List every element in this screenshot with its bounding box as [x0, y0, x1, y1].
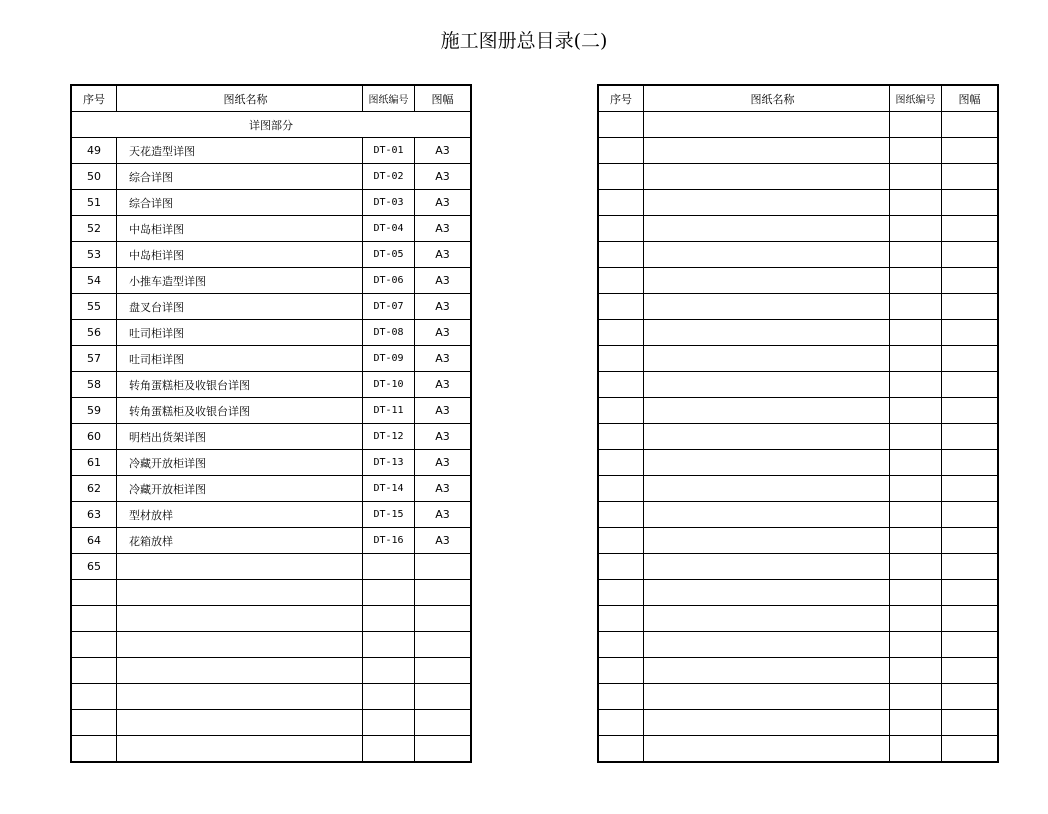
- table-row: [598, 606, 998, 632]
- empty-cell: [942, 424, 999, 450]
- table-row: [598, 658, 998, 684]
- empty-cell: [890, 710, 942, 736]
- empty-cell: [890, 320, 942, 346]
- table-row: [71, 606, 471, 632]
- empty-cell: [942, 476, 999, 502]
- empty-cell: [942, 190, 999, 216]
- empty-cell: [942, 216, 999, 242]
- empty-cell: [644, 658, 890, 684]
- size-cell: A3: [415, 164, 472, 190]
- header-code: 图纸编号: [363, 85, 415, 112]
- code-cell: [363, 710, 415, 736]
- seq-cell: 61: [71, 450, 117, 476]
- empty-cell: [942, 554, 999, 580]
- seq-cell: 51: [71, 190, 117, 216]
- table-row: [598, 528, 998, 554]
- table-row: [598, 450, 998, 476]
- empty-cell: [644, 190, 890, 216]
- empty-cell: [942, 242, 999, 268]
- empty-cell: [598, 554, 644, 580]
- empty-cell: [942, 164, 999, 190]
- table-row: [71, 710, 471, 736]
- code-cell: DT-16: [363, 528, 415, 554]
- seq-cell: 57: [71, 346, 117, 372]
- empty-cell: [942, 294, 999, 320]
- code-cell: [363, 554, 415, 580]
- name-cell: 小推车造型详图: [117, 268, 363, 294]
- table-row: [71, 554, 471, 580]
- table-row: [598, 710, 998, 736]
- code-cell: DT-09: [363, 346, 415, 372]
- empty-cell: [942, 502, 999, 528]
- table-row: [71, 528, 471, 554]
- empty-cell: [890, 268, 942, 294]
- table-row: [598, 216, 998, 242]
- table-row: [598, 398, 998, 424]
- code-cell: [363, 736, 415, 763]
- table-row: [598, 268, 998, 294]
- empty-cell: [598, 346, 644, 372]
- table-row: [71, 424, 471, 450]
- table-row: [71, 632, 471, 658]
- empty-cell: [890, 476, 942, 502]
- directory-table-right: [597, 84, 999, 763]
- empty-cell: [598, 138, 644, 164]
- empty-cell: [598, 606, 644, 632]
- table-row: [71, 450, 471, 476]
- size-cell: A3: [415, 242, 472, 268]
- empty-cell: [890, 528, 942, 554]
- empty-cell: [598, 632, 644, 658]
- table-row: [598, 112, 998, 138]
- code-cell: DT-05: [363, 242, 415, 268]
- empty-cell: [598, 242, 644, 268]
- size-cell: A3: [415, 138, 472, 164]
- table-row: [71, 294, 471, 320]
- name-cell: 盘叉台详图: [117, 294, 363, 320]
- table-row: [71, 684, 471, 710]
- seq-cell: 55: [71, 294, 117, 320]
- table-row: [71, 346, 471, 372]
- empty-cell: [942, 138, 999, 164]
- size-cell: [415, 736, 472, 763]
- table-row: [598, 502, 998, 528]
- empty-cell: [942, 528, 999, 554]
- empty-cell: [644, 138, 890, 164]
- empty-cell: [598, 216, 644, 242]
- name-cell: [117, 632, 363, 658]
- empty-cell: [890, 216, 942, 242]
- empty-cell: [942, 580, 999, 606]
- code-cell: DT-02: [363, 164, 415, 190]
- name-cell: 综合详图: [117, 190, 363, 216]
- empty-cell: [890, 242, 942, 268]
- header-row: [598, 85, 998, 112]
- seq-cell: [71, 658, 117, 684]
- size-cell: A3: [415, 476, 472, 502]
- empty-cell: [644, 502, 890, 528]
- code-cell: DT-13: [363, 450, 415, 476]
- size-cell: A3: [415, 398, 472, 424]
- table-row: [71, 138, 471, 164]
- table-row: [598, 554, 998, 580]
- size-cell: [415, 658, 472, 684]
- empty-cell: [644, 242, 890, 268]
- code-cell: DT-04: [363, 216, 415, 242]
- name-cell: 吐司柜详图: [117, 346, 363, 372]
- size-cell: A3: [415, 372, 472, 398]
- empty-cell: [644, 346, 890, 372]
- seq-cell: [71, 580, 117, 606]
- size-cell: [415, 684, 472, 710]
- empty-cell: [644, 268, 890, 294]
- empty-cell: [890, 658, 942, 684]
- code-cell: [363, 632, 415, 658]
- table-row: [598, 190, 998, 216]
- name-cell: 型材放样: [117, 502, 363, 528]
- empty-cell: [890, 294, 942, 320]
- empty-cell: [598, 190, 644, 216]
- empty-cell: [598, 320, 644, 346]
- empty-cell: [598, 658, 644, 684]
- empty-cell: [598, 476, 644, 502]
- name-cell: 天花造型详图: [117, 138, 363, 164]
- header-row: [71, 85, 471, 112]
- table-row: [71, 502, 471, 528]
- empty-cell: [644, 606, 890, 632]
- size-cell: A3: [415, 502, 472, 528]
- page-title: 施工图册总目录(二): [440, 30, 608, 52]
- seq-cell: [71, 632, 117, 658]
- name-cell: [117, 684, 363, 710]
- table-row: [598, 242, 998, 268]
- seq-cell: [71, 684, 117, 710]
- empty-cell: [644, 476, 890, 502]
- table-row: [598, 320, 998, 346]
- size-cell: A3: [415, 424, 472, 450]
- size-cell: A3: [415, 528, 472, 554]
- empty-cell: [644, 372, 890, 398]
- empty-cell: [890, 164, 942, 190]
- table-row: [71, 164, 471, 190]
- header-size: 图幅: [942, 85, 999, 112]
- empty-cell: [644, 112, 890, 138]
- name-cell: 花箱放样: [117, 528, 363, 554]
- empty-cell: [942, 320, 999, 346]
- section-label: 详图部分: [71, 112, 471, 138]
- table-row: [598, 476, 998, 502]
- table-row: [71, 476, 471, 502]
- empty-cell: [890, 112, 942, 138]
- table-row: [71, 398, 471, 424]
- size-cell: [415, 606, 472, 632]
- size-cell: [415, 632, 472, 658]
- empty-cell: [890, 372, 942, 398]
- code-cell: [363, 658, 415, 684]
- empty-cell: [598, 580, 644, 606]
- table-row: [598, 346, 998, 372]
- table-row: [71, 268, 471, 294]
- seq-cell: 62: [71, 476, 117, 502]
- empty-cell: [598, 684, 644, 710]
- empty-cell: [942, 684, 999, 710]
- empty-cell: [644, 632, 890, 658]
- empty-cell: [644, 450, 890, 476]
- seq-cell: [71, 606, 117, 632]
- code-cell: DT-07: [363, 294, 415, 320]
- empty-cell: [942, 736, 999, 763]
- empty-cell: [890, 398, 942, 424]
- empty-cell: [644, 580, 890, 606]
- name-cell: 冷藏开放柜详图: [117, 450, 363, 476]
- table-row: [71, 372, 471, 398]
- empty-cell: [942, 710, 999, 736]
- empty-cell: [598, 294, 644, 320]
- empty-cell: [942, 112, 999, 138]
- size-cell: [415, 710, 472, 736]
- code-cell: [363, 580, 415, 606]
- empty-cell: [598, 710, 644, 736]
- seq-cell: [71, 736, 117, 763]
- empty-cell: [644, 398, 890, 424]
- empty-cell: [644, 554, 890, 580]
- table-row: [71, 320, 471, 346]
- code-cell: DT-01: [363, 138, 415, 164]
- table-row: [598, 372, 998, 398]
- name-cell: 中岛柜详图: [117, 242, 363, 268]
- seq-cell: 49: [71, 138, 117, 164]
- section-row: [71, 112, 471, 138]
- table-row: [71, 736, 471, 763]
- seq-cell: 52: [71, 216, 117, 242]
- size-cell: A3: [415, 190, 472, 216]
- empty-cell: [644, 164, 890, 190]
- empty-cell: [942, 658, 999, 684]
- empty-cell: [598, 736, 644, 763]
- table-row: [598, 424, 998, 450]
- name-cell: [117, 580, 363, 606]
- header-code: 图纸编号: [890, 85, 942, 112]
- empty-cell: [890, 190, 942, 216]
- empty-cell: [644, 684, 890, 710]
- name-cell: [117, 736, 363, 763]
- empty-cell: [942, 346, 999, 372]
- table-row: [71, 658, 471, 684]
- empty-cell: [890, 450, 942, 476]
- code-cell: DT-08: [363, 320, 415, 346]
- empty-cell: [598, 424, 644, 450]
- code-cell: [363, 606, 415, 632]
- empty-cell: [598, 502, 644, 528]
- seq-cell: [71, 710, 117, 736]
- seq-cell: 60: [71, 424, 117, 450]
- empty-cell: [942, 398, 999, 424]
- empty-cell: [942, 372, 999, 398]
- seq-cell: 53: [71, 242, 117, 268]
- table-row: [598, 164, 998, 190]
- empty-cell: [890, 554, 942, 580]
- code-cell: DT-14: [363, 476, 415, 502]
- name-cell: 中岛柜详图: [117, 216, 363, 242]
- name-cell: 冷藏开放柜详图: [117, 476, 363, 502]
- seq-cell: 54: [71, 268, 117, 294]
- name-cell: [117, 606, 363, 632]
- empty-cell: [644, 320, 890, 346]
- header-seq: 序号: [598, 85, 644, 112]
- table-row: [598, 580, 998, 606]
- empty-cell: [890, 580, 942, 606]
- empty-cell: [598, 112, 644, 138]
- size-cell: A3: [415, 320, 472, 346]
- code-cell: DT-15: [363, 502, 415, 528]
- name-cell: 明档出货架详图: [117, 424, 363, 450]
- table-row: [598, 684, 998, 710]
- header-seq: 序号: [71, 85, 117, 112]
- empty-cell: [890, 346, 942, 372]
- empty-cell: [890, 684, 942, 710]
- size-cell: [415, 580, 472, 606]
- empty-cell: [644, 424, 890, 450]
- name-cell: [117, 710, 363, 736]
- name-cell: 转角蛋糕柜及收银台详图: [117, 398, 363, 424]
- table-row: [598, 736, 998, 763]
- empty-cell: [890, 138, 942, 164]
- empty-cell: [598, 268, 644, 294]
- empty-cell: [942, 268, 999, 294]
- seq-cell: 58: [71, 372, 117, 398]
- table-row: [71, 580, 471, 606]
- directory-table-left: [70, 84, 472, 763]
- empty-cell: [644, 710, 890, 736]
- empty-cell: [890, 502, 942, 528]
- seq-cell: 65: [71, 554, 117, 580]
- code-cell: DT-11: [363, 398, 415, 424]
- empty-cell: [644, 528, 890, 554]
- name-cell: [117, 658, 363, 684]
- size-cell: A3: [415, 346, 472, 372]
- table-row: [598, 632, 998, 658]
- empty-cell: [598, 450, 644, 476]
- name-cell: 吐司柜详图: [117, 320, 363, 346]
- header-name: 图纸名称: [117, 85, 363, 112]
- seq-cell: 59: [71, 398, 117, 424]
- table-row: [598, 294, 998, 320]
- header-size: 图幅: [415, 85, 472, 112]
- code-cell: DT-06: [363, 268, 415, 294]
- table-row: [71, 216, 471, 242]
- seq-cell: 56: [71, 320, 117, 346]
- name-cell: 综合详图: [117, 164, 363, 190]
- empty-cell: [890, 606, 942, 632]
- size-cell: [415, 554, 472, 580]
- name-cell: 转角蛋糕柜及收银台详图: [117, 372, 363, 398]
- size-cell: A3: [415, 268, 472, 294]
- code-cell: DT-10: [363, 372, 415, 398]
- size-cell: A3: [415, 294, 472, 320]
- empty-cell: [644, 294, 890, 320]
- code-cell: DT-03: [363, 190, 415, 216]
- empty-cell: [644, 736, 890, 763]
- size-cell: A3: [415, 450, 472, 476]
- seq-cell: 63: [71, 502, 117, 528]
- table-row: [71, 190, 471, 216]
- seq-cell: 64: [71, 528, 117, 554]
- code-cell: [363, 684, 415, 710]
- empty-cell: [598, 528, 644, 554]
- empty-cell: [942, 450, 999, 476]
- seq-cell: 50: [71, 164, 117, 190]
- empty-cell: [598, 398, 644, 424]
- empty-cell: [598, 164, 644, 190]
- header-name: 图纸名称: [644, 85, 890, 112]
- empty-cell: [942, 606, 999, 632]
- empty-cell: [890, 424, 942, 450]
- size-cell: A3: [415, 216, 472, 242]
- name-cell: [117, 554, 363, 580]
- empty-cell: [890, 632, 942, 658]
- empty-cell: [942, 632, 999, 658]
- empty-cell: [598, 372, 644, 398]
- table-row: [598, 138, 998, 164]
- table-row: [71, 242, 471, 268]
- code-cell: DT-12: [363, 424, 415, 450]
- empty-cell: [890, 736, 942, 763]
- empty-cell: [644, 216, 890, 242]
